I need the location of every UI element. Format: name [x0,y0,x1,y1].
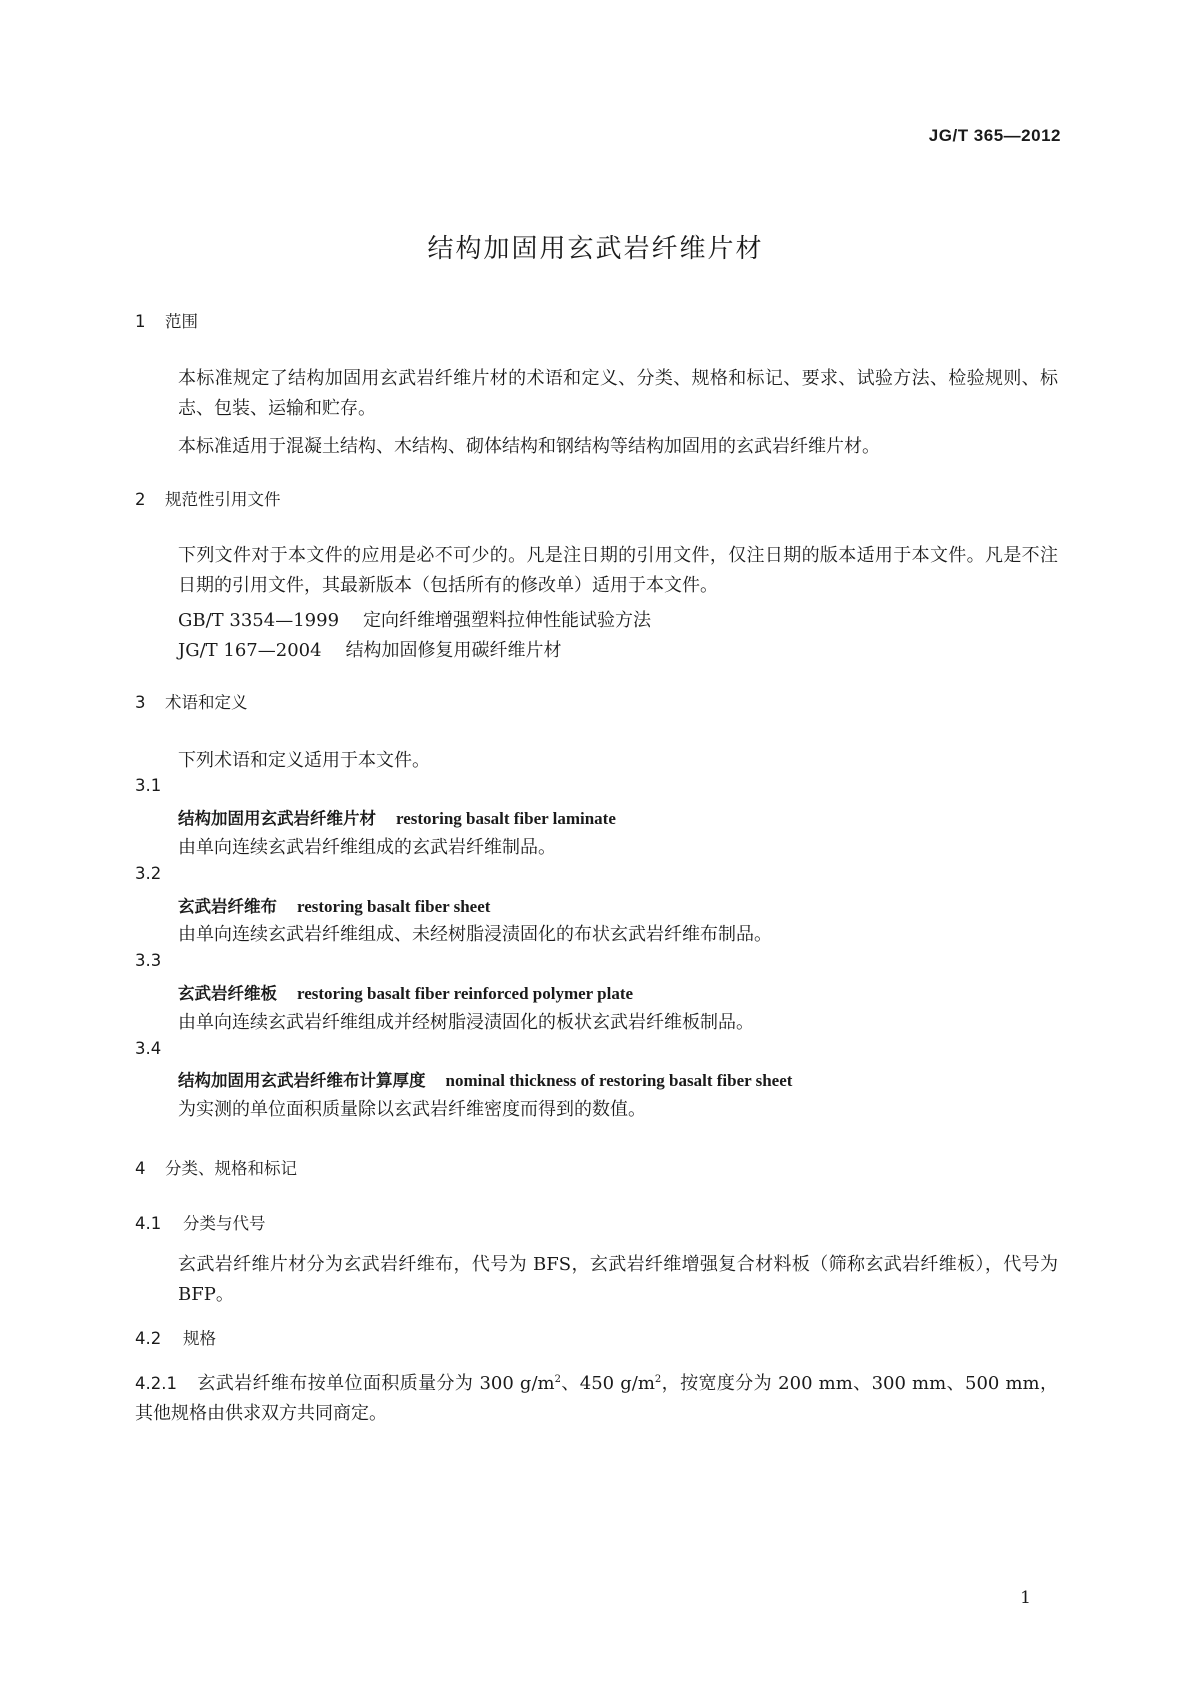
section-3-heading [135,689,248,713]
section-2-heading [135,486,281,510]
term-english: restoring basalt fiber sheet [297,897,491,916]
superscript: 2 [654,1374,662,1385]
section-3-intro: 下列术语和定义适用于本文件。 [178,750,430,771]
term-english: nominal thickness of restoring basalt fiber sheet [445,1071,793,1090]
section-title: 分类、规格和标记 [165,1159,297,1178]
section-title: 术语和定义 [165,693,248,712]
clause-text-part: ，按宽度分为 200 mm、300 mm、500 mm，其他规格由供求双方共同商定。 [135,1373,1058,1424]
subsection-4-2-heading [135,1325,216,1349]
section-1-heading [135,308,198,332]
term-chinese: 结构加固用玄武岩纤维片材 [178,809,376,828]
clause-text-part: 、450 g/m [560,1373,655,1394]
clause-number: 4.2.1 [135,1374,177,1393]
term-heading [178,980,633,1004]
section-number: 2 [135,490,146,509]
term-chinese: 结构加固用玄武岩纤维布计算厚度 [178,1071,426,1090]
term-definition: 由单向连续玄武岩纤维组成的玄武岩纤维制品。 [178,837,556,858]
term-number: 3.3 [135,951,162,970]
section-1-paragraph-1: 本标准规定了结构加固用玄武岩纤维片材的术语和定义、分类、规格和标记、要求、试验方法、检验规则、标志、包装、运输和贮存。 [178,368,1058,419]
term-english: restoring basalt fiber laminate [396,809,616,828]
section-4-heading [135,1155,297,1179]
document-title: 结构加固用玄武岩纤维片材 [427,234,764,264]
subsection-number: 4.2 [135,1329,162,1348]
section-number: 3 [135,693,146,712]
section-title: 规范性引用文件 [165,490,281,509]
normative-reference [178,636,562,662]
subsection-4-1-heading [135,1210,266,1234]
subsection-number: 4.1 [135,1214,162,1233]
superscript: 2 [554,1374,561,1385]
term-heading [178,805,616,829]
section-title: 范围 [165,312,198,331]
clause-text-part: 玄武岩纤维布按单位面积质量分为 300 g/m [196,1373,555,1394]
term-number: 3.2 [135,864,162,883]
normative-reference [178,606,651,632]
subsection-title: 规格 [183,1329,216,1348]
term-heading [178,1067,792,1091]
term-number: 3.4 [135,1039,162,1058]
clause-4-2-1 [135,1365,1058,1429]
section-2-paragraph-1: 下列文件对于本文件的应用是必不可少的。凡是注日期的引用文件，仅注日期的版本适用于本文件。凡是不注日期的引用文件，其最新版本（包括所有的修改单）适用于本文件。 [178,545,1058,596]
term-chinese: 玄武岩纤维板 [178,984,277,1003]
reference-title: 定向纤维增强塑料拉伸性能试验方法 [363,610,652,631]
term-definition: 由单向连续玄武岩纤维组成、未经树脂浸渍固化的布状玄武岩纤维布制品。 [178,924,772,945]
term-definition: 由单向连续玄武岩纤维组成并经树脂浸渍固化的板状玄武岩纤维板制品。 [178,1012,754,1033]
subsection-title: 分类与代号 [183,1214,266,1233]
reference-code: JG/T 167—2004 [178,640,322,661]
term-english: restoring basalt fiber reinforced polymer plate [297,984,634,1003]
term-number: 3.1 [135,776,162,795]
page-number: 1 [1020,1588,1031,1608]
term-definition: 为实测的单位面积质量除以玄武岩纤维密度而得到的数值。 [178,1099,646,1120]
section-1-paragraph-2: 本标准适用于混凝土结构、木结构、砌体结构和钢结构等结构加固用的玄武岩纤维片材。 [178,436,880,457]
standard-number: JG/T 365—2012 [928,126,1061,145]
term-heading [178,893,490,917]
section-number: 1 [135,312,146,331]
term-chinese: 玄武岩纤维布 [178,897,277,916]
subsection-4-1-paragraph: 玄武岩纤维片材分为玄武岩纤维布，代号为 BFS，玄武岩纤维增强复合材料板（筛称玄武岩纤维板），代号为 BFP。 [178,1254,1058,1305]
reference-title: 结构加固修复用碳纤维片材 [345,640,562,661]
reference-code: GB/T 3354—1999 [178,610,340,631]
section-number: 4 [135,1159,146,1178]
